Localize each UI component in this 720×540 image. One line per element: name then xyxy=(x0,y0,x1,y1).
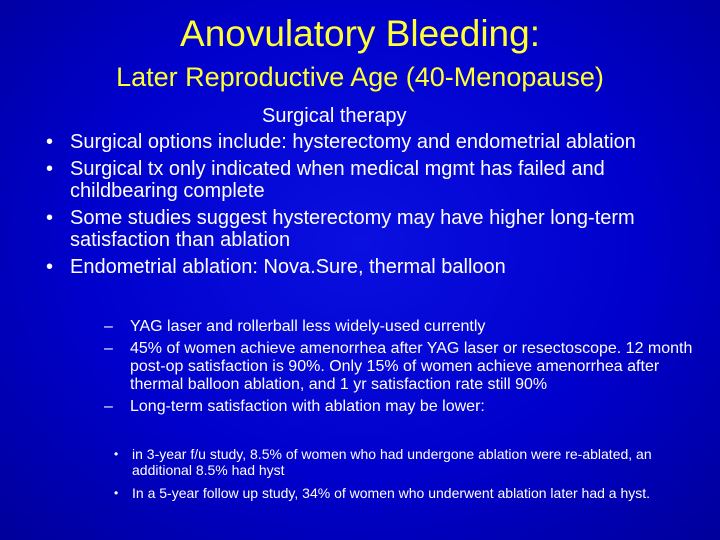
bullet-marker: • xyxy=(114,447,119,461)
bullet-marker: • xyxy=(46,131,54,153)
bullet-item xyxy=(46,207,706,251)
bullet-marker: • xyxy=(114,486,119,500)
bullet-text: Some studies suggest hysterectomy may have higher long-term satisfaction than ablation xyxy=(70,207,635,251)
bullet-text: Surgical tx only indicated when medical mgmt has failed and childbearing complete xyxy=(70,158,605,202)
section-heading: Surgical therapy xyxy=(262,105,407,127)
dash-marker: – xyxy=(104,318,113,335)
sub-bullet-item xyxy=(104,318,704,336)
bullet-marker: • xyxy=(46,158,54,180)
bullet-marker: • xyxy=(46,207,54,229)
sub-bullet-item xyxy=(104,398,704,416)
sub-bullet-text: 45% of women achieve amenorrhea after YAG laser or resectoscope. 12 month post-op satisfaction is 90%. Only 15% of women achieve amenorrhea after thermal balloon ablation, and 1 yr satisfaction rate still 90% xyxy=(130,340,693,393)
sub-bullet-item xyxy=(104,340,704,394)
bullet-marker: • xyxy=(46,256,54,278)
sub-sub-bullet-text: In a 5-year follow up study, 34% of women who underwent ablation later had a hyst. xyxy=(132,485,651,501)
slide-subtitle: Later Reproductive Age (40-Menopause) xyxy=(116,62,604,92)
sub-bullet-text: YAG laser and rollerball less widely-used currently xyxy=(130,318,486,335)
bullet-item xyxy=(46,131,706,153)
sub-sub-bullet-item xyxy=(114,446,694,478)
sub-sub-bullet-list xyxy=(114,446,694,508)
dash-marker: – xyxy=(104,398,113,415)
dash-marker: – xyxy=(104,340,113,357)
sub-bullet-list xyxy=(104,318,704,420)
bullet-text: Surgical options include: hysterectomy and endometrial ablation xyxy=(70,131,636,153)
sub-sub-bullet-item xyxy=(114,485,694,501)
sub-bullet-text: Long-term satisfaction with ablation may be lower: xyxy=(130,398,485,415)
bullet-item xyxy=(46,158,706,202)
slide-title: Anovulatory Bleeding: xyxy=(180,13,540,54)
bullet-text: Endometrial ablation: Nova.Sure, thermal balloon xyxy=(70,256,506,278)
bullet-item xyxy=(46,256,706,278)
bullet-list xyxy=(46,131,706,283)
sub-sub-bullet-text: in 3-year f/u study, 8.5% of women who had undergone ablation were re-ablated, an additional 8.5% had hyst xyxy=(132,446,652,478)
